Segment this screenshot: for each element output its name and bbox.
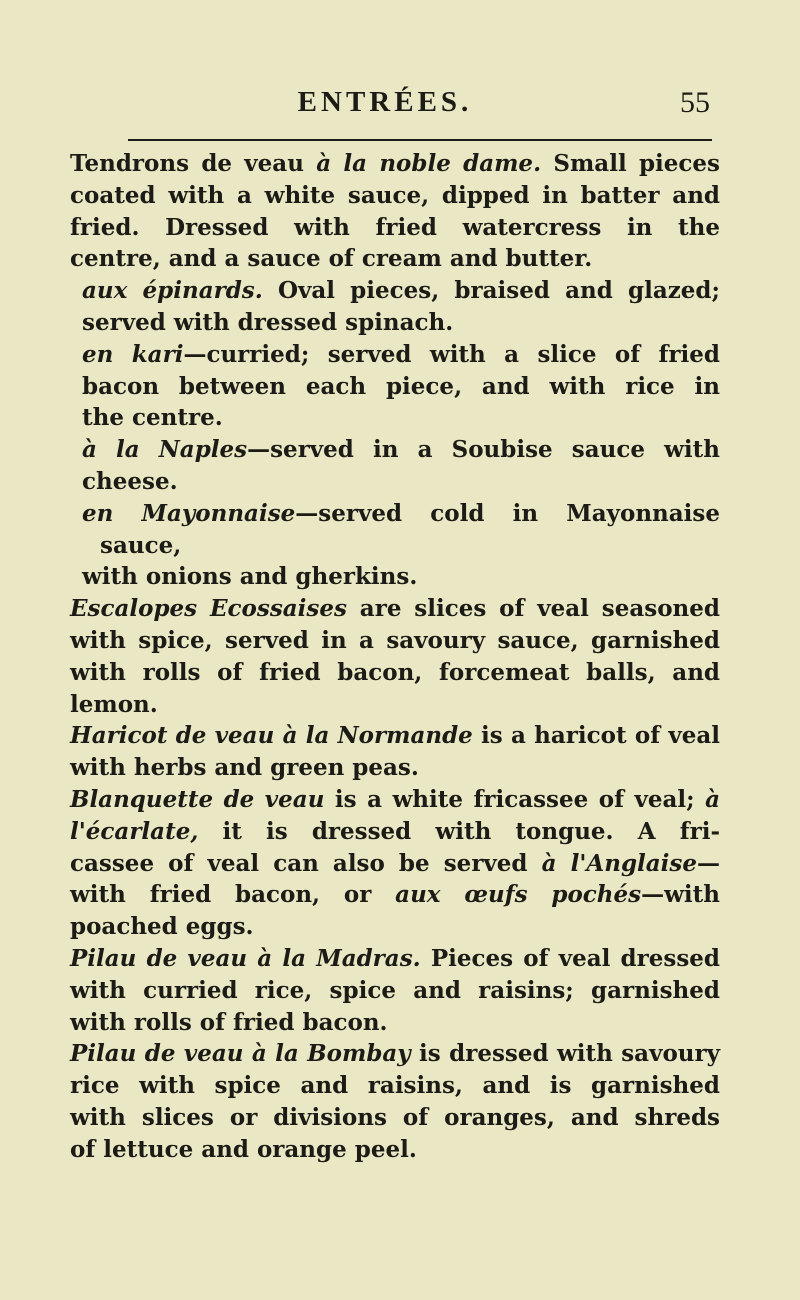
italic-term: aux épinards.: [82, 277, 263, 305]
text-run: with herbs and green peas.: [70, 754, 419, 782]
page-header: [60, 86, 710, 126]
text-run: rice with spice and raisins, and is garnished: [70, 1072, 720, 1100]
text-line: [70, 975, 720, 1007]
text-line: [70, 1134, 720, 1166]
italic-term: Haricot de veau à la Normande: [70, 722, 473, 750]
text-run: coated with a white sauce, dipped in batter and: [70, 181, 720, 209]
entry-en-kari: [70, 339, 720, 434]
text-run: cheese.: [82, 467, 178, 495]
text-run: centre, and a sauce of cream and butter.: [70, 245, 593, 273]
text-line: [70, 148, 720, 180]
entry-haricot: [70, 720, 720, 784]
entry-a-la-naples: [70, 434, 720, 498]
text-line: [82, 561, 720, 593]
text-line: [70, 879, 720, 911]
italic-term: en Mayonnaise: [82, 499, 296, 527]
text-line: [70, 212, 720, 244]
italic-term: à: [705, 785, 720, 813]
text-run: with curried rice, spice and raisins; garnished: [70, 976, 720, 1004]
text-run: served with dressed spinach.: [82, 308, 454, 336]
text-line: [82, 434, 720, 466]
text-run: with fried bacon, or: [70, 881, 396, 909]
text-line: [82, 307, 720, 339]
italic-term: l'écarlate,: [70, 817, 199, 845]
entry-pilau-bombay: [70, 1038, 720, 1165]
text-run: —: [697, 849, 720, 877]
italic-term: à la Naples: [82, 436, 248, 464]
text-line: [70, 752, 720, 784]
entry-en-mayonnaise: [70, 498, 720, 593]
italic-term: à l'Anglaise: [541, 849, 697, 877]
text-run: with onions and gherkins.: [82, 563, 418, 591]
text-line: [70, 943, 720, 975]
text-line: [70, 1038, 720, 1070]
entries-list: [70, 148, 720, 1166]
text-line: [82, 466, 720, 498]
text-line: [82, 402, 720, 434]
italic-term: Escalopes Ecossaises: [70, 595, 347, 623]
italic-term: aux œufs pochés: [395, 881, 642, 909]
text-run: lemon.: [70, 690, 158, 718]
text-run: Small pieces: [541, 150, 720, 177]
italic-term: Blanquette de veau: [70, 785, 325, 813]
text-run: with slices or divisions of oranges, and shreds: [70, 1103, 720, 1131]
text-line: [70, 848, 720, 880]
text-line: [70, 784, 720, 816]
text-line: [70, 593, 720, 625]
page-number: 55: [680, 86, 710, 119]
text-run: —with: [641, 881, 720, 909]
text-run: the centre.: [82, 404, 223, 432]
italic-term: à la noble dame.: [316, 150, 542, 177]
italic-term: en kari: [82, 340, 184, 368]
text-line: [82, 371, 720, 403]
text-run: —served in a Soubise sauce with: [247, 436, 720, 464]
text-line: [70, 1007, 720, 1039]
entry-aux-epinards: [70, 275, 720, 339]
text-line: [82, 498, 720, 562]
text-line: [70, 657, 720, 689]
header-rule: [128, 139, 712, 141]
text-run: —served cold in Mayonnaise sauce,: [100, 499, 720, 559]
text-line: [82, 339, 720, 371]
text-run: it is dressed with tongue. A fri-: [198, 817, 720, 845]
text-run: Pieces of veal dressed: [420, 944, 720, 972]
text-line: [70, 1102, 720, 1134]
text-line: [82, 275, 720, 307]
text-run: Tendrons de veau: [70, 150, 317, 177]
text-line: [70, 1070, 720, 1102]
text-line: [70, 243, 720, 275]
text-line: [70, 720, 720, 752]
italic-term: Pilau de veau à la Madras.: [70, 944, 421, 972]
entry-blanquette: [70, 784, 720, 943]
text-line: [70, 625, 720, 657]
text-run: cassee of veal can also be served: [70, 849, 542, 877]
text-run: with rolls of fried bacon, forcemeat balls, and: [70, 658, 720, 686]
text-run: —curried; served with a slice of fried: [183, 340, 720, 368]
text-line: [70, 180, 720, 212]
entry-escalopes: [70, 593, 720, 720]
text-run: with rolls of fried bacon.: [70, 1008, 388, 1036]
text-run: is dressed with savoury: [410, 1040, 720, 1068]
text-run: with spice, served in a savoury sauce, garnished: [70, 626, 720, 654]
text-run: of lettuce and orange peel.: [70, 1135, 417, 1163]
entry-pilau-madras: [70, 943, 720, 1038]
italic-term: Pilau de veau à la Bombay: [70, 1040, 411, 1068]
text-run: are slices of veal seasoned: [346, 595, 720, 623]
entry-tendrons: [70, 148, 720, 275]
text-line: [70, 816, 720, 848]
text-line: [70, 911, 720, 943]
text-run: poached eggs.: [70, 913, 254, 941]
running-title: ENTRÉES.: [297, 86, 473, 118]
text-run: bacon between each piece, and with rice in: [82, 372, 720, 400]
text-run: is a white fricassee of veal;: [324, 785, 706, 813]
text-run: Oval pieces, braised and glazed;: [262, 277, 720, 305]
text-line: [70, 689, 720, 721]
text-run: is a haricot of veal: [472, 722, 720, 750]
text-run: fried. Dressed with fried watercress in the: [70, 213, 720, 241]
